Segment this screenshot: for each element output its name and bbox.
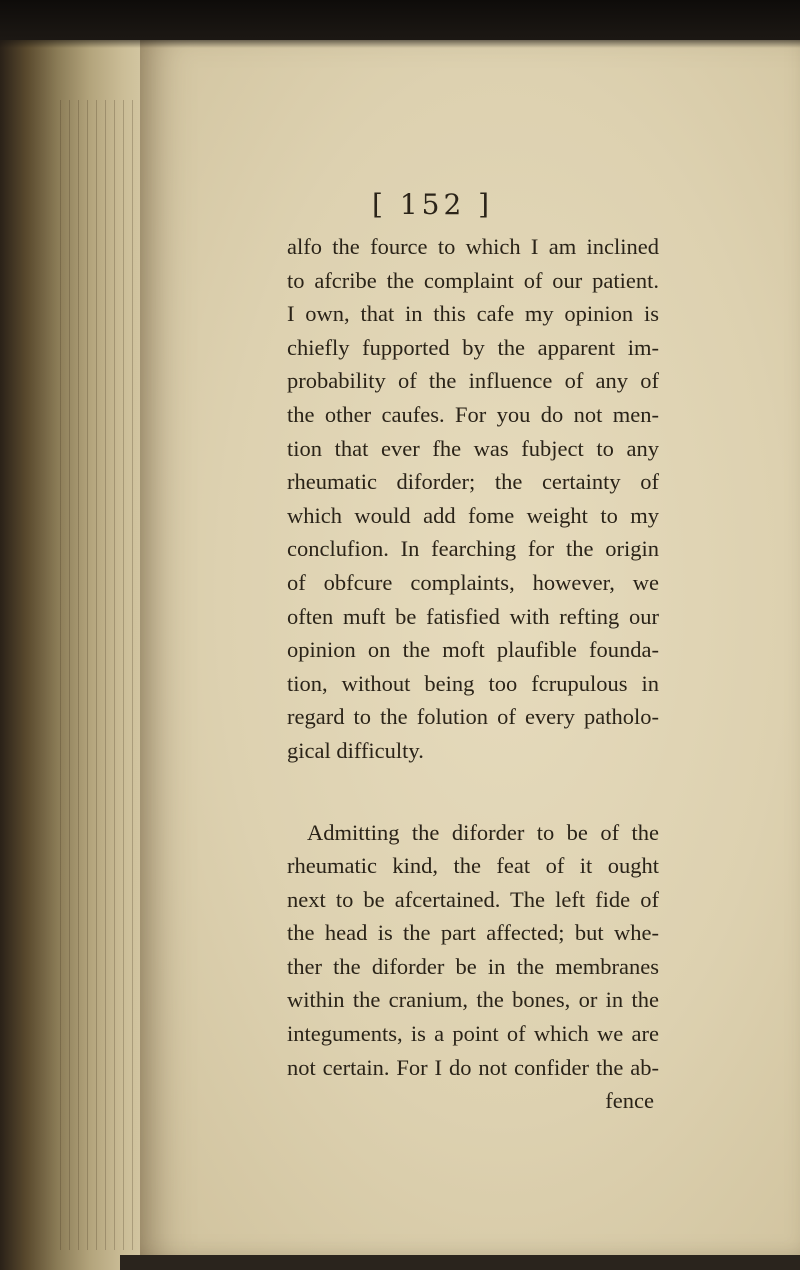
text-line: Admitting the diforder to be of the bbox=[307, 819, 659, 845]
text-line: opinion on the moft plaufible founda- bbox=[287, 637, 659, 663]
text-line: of obfcure complaints, however, we bbox=[287, 569, 659, 595]
text-line: probability of the influence of any of bbox=[287, 368, 659, 394]
text-line: within the cranium, the bones, or in the bbox=[287, 987, 659, 1013]
text-line: alfo the fource to which I am inclined bbox=[287, 234, 659, 259]
text-line: the other caufes. For you do not men- bbox=[287, 401, 659, 427]
text-line: rheumatic kind, the feat of it ought bbox=[287, 853, 659, 879]
text-line: tion that ever fhe was fubject to any bbox=[287, 435, 659, 461]
paragraph-1 bbox=[287, 230, 659, 768]
text-line: rheumatic diforder; the certainty of bbox=[287, 469, 659, 495]
text-line: which would add fome weight to my bbox=[287, 502, 659, 528]
text-line: chiefly fupported by the apparent im- bbox=[287, 334, 659, 360]
text-line: I own, that in this cafe my opinion is bbox=[287, 301, 659, 327]
paragraph-gap bbox=[287, 768, 659, 816]
text-line: to afcribe the complaint of our patient. bbox=[287, 267, 659, 293]
text-line: the head is the part affected; but whe- bbox=[287, 920, 659, 946]
text-line: conclufion. In fearching for the origin bbox=[287, 536, 659, 562]
text-line: tion, without being too fcrupulous in bbox=[287, 670, 659, 696]
text-line: often muft be fatisfied with refting our bbox=[287, 603, 659, 629]
text-line: gical difficulty. bbox=[287, 737, 424, 763]
text-line: not certain. For I do not confider the ab- bbox=[287, 1054, 659, 1080]
text-line: ther the diforder be in the membranes bbox=[287, 953, 659, 979]
binding-page-edges bbox=[60, 100, 150, 1250]
top-shadow bbox=[0, 0, 800, 48]
text-line: next to be afcertained. The left fide of bbox=[287, 886, 659, 912]
catchword: fence bbox=[605, 1088, 654, 1114]
page-number: [ 152 ] bbox=[372, 188, 494, 221]
paragraph-2 bbox=[287, 816, 659, 1085]
text-line: integuments, is a point of which we are bbox=[287, 1021, 659, 1047]
text-line: regard to the folution of every patholo- bbox=[287, 704, 659, 730]
book-binding bbox=[0, 40, 150, 1270]
bottom-edge bbox=[120, 1255, 800, 1270]
body-text bbox=[287, 230, 659, 1118]
